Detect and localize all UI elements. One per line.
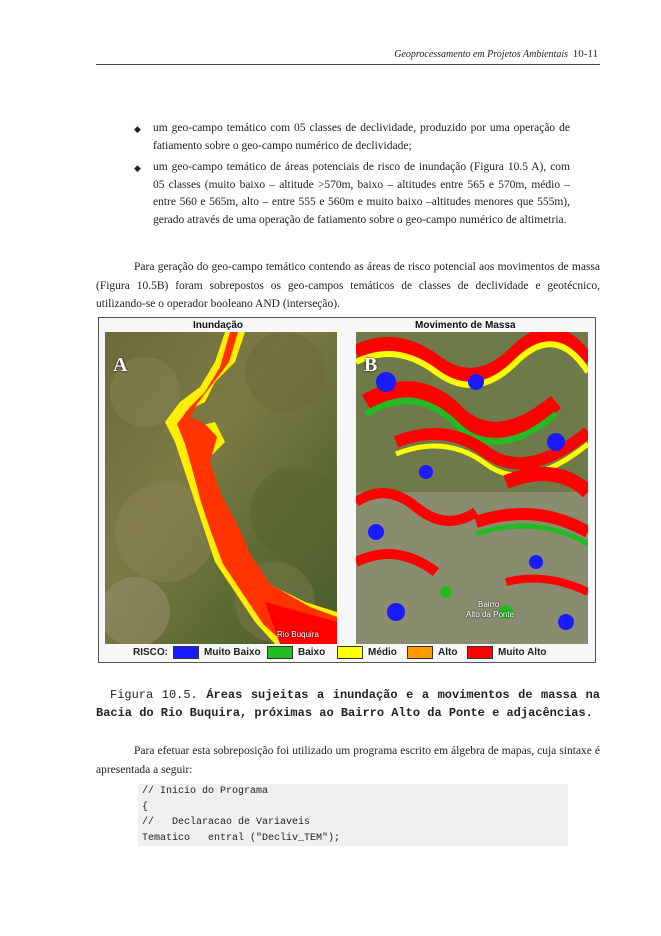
code-line: Tematico entral ("Decliv_TEM");	[142, 832, 341, 844]
code-line: {	[142, 801, 149, 813]
legend-swatch	[337, 646, 363, 659]
bullet-icon: ◆	[134, 163, 141, 173]
bullet-text: um geo-campo temático com 05 classes de declividade, produzido por uma operação de fatiamento sobre o geo-campo numérico de declividade;	[153, 122, 570, 152]
legend-swatch	[173, 646, 199, 659]
body-paragraph	[96, 258, 600, 314]
legend-text: Muito Alto	[498, 647, 547, 658]
legend-text: Baixo	[298, 647, 326, 658]
header-title: Geoprocessamento em Projetos Ambientais	[394, 49, 568, 60]
flood-map-image	[105, 332, 337, 644]
risk-legend	[99, 644, 595, 661]
panel-b-title: Movimento de Massa	[415, 320, 516, 331]
place-label-1: Bairro	[478, 600, 500, 609]
legend-text: Alto	[438, 647, 458, 658]
flood-map	[105, 332, 337, 644]
legend-text: Muito Baixo	[204, 647, 261, 658]
legend-text: Médio	[368, 647, 397, 658]
figure	[98, 317, 596, 663]
page-header	[96, 48, 600, 65]
code-line: // Inicio do Programa	[142, 786, 269, 797]
caption-text: Áreas sujeitas a inundação e a movimentos de massa na Bacia do Rio Buquira, próximas ao Bairro Alto da Ponte e adjacências.	[96, 688, 601, 720]
bullet-icon: ◆	[134, 124, 141, 134]
panel-b-letter: B	[364, 354, 378, 376]
mass-movement-map-image	[356, 332, 588, 644]
caption-label: Figura 10.5.	[110, 688, 198, 702]
code-line: // Declaracao de Variaveis	[142, 817, 311, 828]
panel-a-title: Inundação	[193, 320, 244, 331]
panel-a-letter: A	[113, 354, 128, 376]
bullet-text: um geo-campo temático de áreas potenciais de risco de inundação (Figura 10.5 A), com 05 classes (muito baixo – altitude >570m, baixo – altitudes entre 565 e 570m, médio – entre 560 e 565m, alto – entre 555 e 560m e muito baixo –altitudes menores que 555m), gerado através de uma operação de fatiamento sobre o geo-campo numérico de altimetria.	[153, 161, 570, 226]
mass-movement-map	[356, 332, 588, 644]
list-item	[128, 159, 570, 229]
legend-swatch	[467, 646, 493, 659]
place-label-2: Alto da Ponte	[466, 610, 515, 619]
body-paragraph	[96, 742, 600, 779]
page-number: 10-11	[572, 48, 598, 60]
legend-swatch	[407, 646, 433, 659]
bullet-list	[128, 120, 570, 233]
legend-swatch	[267, 646, 293, 659]
paragraph-text: Para geração do geo-campo temático contendo as áreas de risco potencial aos movimentos de massa (Figura 10.5B) foram sobrepostos os geo-campos temáticos de classes de declividade e geotécnico, utilizando-se o operador booleano AND (interseção).	[96, 261, 600, 310]
legend-label: RISCO:	[133, 647, 168, 658]
river-label: Rio Buquira	[277, 630, 319, 639]
code-block	[138, 784, 568, 846]
list-item	[128, 120, 570, 155]
paragraph-text: Para efetuar esta sobreposição foi utilizado um programa escrito em álgebra de mapas, cuja sintaxe é apresentada a seguir:	[96, 745, 600, 776]
figure-caption	[96, 686, 600, 722]
